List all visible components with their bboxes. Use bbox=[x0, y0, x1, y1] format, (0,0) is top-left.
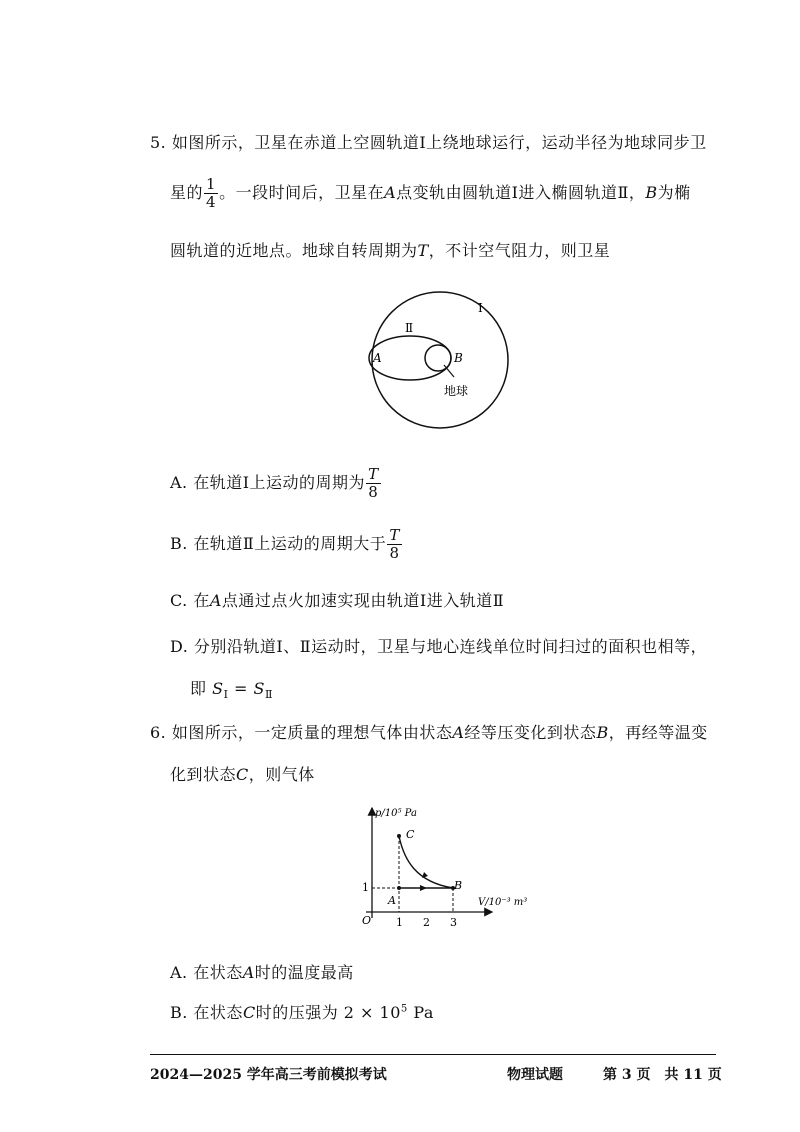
earth-circle bbox=[425, 345, 451, 371]
fraction-T-over-8-a: $\frac{T}{8}$ bbox=[368, 465, 379, 501]
q5-stem-line-3: 圆轨道的近地点。地球自转周期为T，不计空气阻力，则卫星 bbox=[170, 241, 611, 260]
q6-stem-line-2: 化到状态C，则气体 bbox=[170, 765, 315, 784]
fraction-one-quarter: $\frac{1}{4}$ bbox=[206, 175, 217, 211]
origin-label: O bbox=[362, 914, 372, 927]
q6-option-a: A. 在状态A时的温度最高 bbox=[170, 963, 354, 982]
y-axis-label: p/10⁵ Pa bbox=[375, 808, 417, 819]
footer-exam-name: 2024—2025 学年高三考前模拟考试 bbox=[150, 1067, 387, 1083]
x-tick-2: 2 bbox=[423, 916, 430, 929]
orbit-circle-I bbox=[372, 292, 508, 428]
q5-option-d-line-2: 即 $S_Ⅰ = S_Ⅱ$ bbox=[190, 679, 273, 701]
x-tick-3: 3 bbox=[450, 916, 457, 929]
label-point-A: A bbox=[373, 351, 382, 365]
q5-option-a: A. 在轨道Ⅰ上运动的周期为 $\frac{T}{8}$ bbox=[170, 465, 379, 501]
label-state-A: A bbox=[388, 894, 396, 907]
q5-option-d-line-1: D. 分别沿轨道Ⅰ、Ⅱ运动时，卫星与地心连线单位时间扫过的面积也相等， bbox=[170, 637, 708, 656]
q5-stem-line-1: 5. 如图所示，卫星在赤道上空圆轨道Ⅰ上绕地球运行，运动半径为地球同步卫 bbox=[150, 133, 707, 152]
label-state-B: B bbox=[454, 879, 463, 892]
x-axis-label: V/10⁻³ m³ bbox=[478, 897, 528, 908]
footer-page-number: 第 3 页 共 11 页 bbox=[603, 1067, 722, 1083]
isotherm-BC bbox=[399, 836, 453, 888]
label-state-C: C bbox=[406, 828, 415, 841]
x-tick-1: 1 bbox=[396, 916, 403, 929]
label-orbit-II: Ⅱ bbox=[405, 321, 414, 335]
point-C bbox=[397, 834, 401, 838]
q6-stem-line-1: 6. 如图所示，一定质量的理想气体由状态A经等压变化到状态B，再经等温变 bbox=[150, 723, 708, 742]
arrow-BC bbox=[422, 872, 428, 878]
y-tick-1: 1 bbox=[362, 881, 369, 894]
arrow-AB bbox=[420, 885, 427, 891]
orbit-figure bbox=[360, 280, 520, 440]
q5-stem-line-2: 星的 $\frac{1}{4}$ 。一段时间后，卫星在A点变轨由圆轨道Ⅰ进入椭圆轨道Ⅱ，B为椭 bbox=[170, 175, 691, 211]
footer-subject: 物理试题 bbox=[507, 1067, 563, 1083]
q6-option-b: B. 在状态C时的压强为 $2 \times 10^5$ Pa bbox=[170, 1003, 434, 1022]
q5-option-b: B. 在轨道Ⅱ上运动的周期大于 $\frac{T}{8}$ bbox=[170, 526, 400, 562]
label-point-B: B bbox=[454, 351, 463, 365]
earth-pointer-line bbox=[444, 365, 454, 377]
footer-divider bbox=[150, 1054, 716, 1055]
label-orbit-I: Ⅰ bbox=[478, 301, 483, 315]
fraction-T-over-8-b: $\frac{T}{8}$ bbox=[389, 526, 400, 562]
point-A bbox=[397, 886, 401, 890]
q5-option-c: C. 在A点通过点火加速实现由轨道Ⅰ进入轨道Ⅱ bbox=[170, 591, 505, 610]
pv-graph bbox=[350, 800, 540, 940]
label-earth: 地球 bbox=[444, 384, 469, 398]
